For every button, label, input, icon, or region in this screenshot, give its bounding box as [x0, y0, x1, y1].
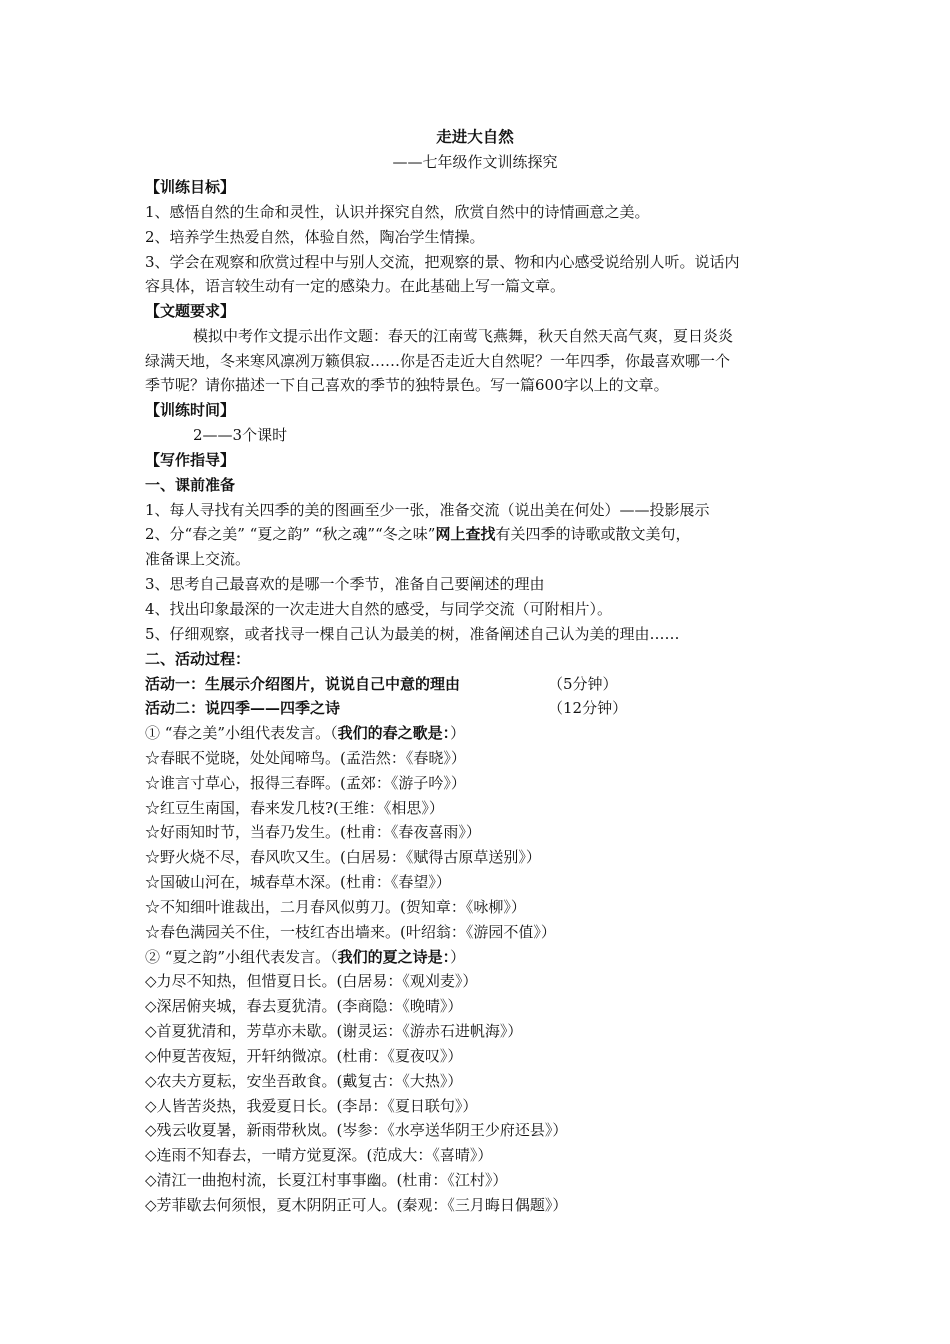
- heading-guide: 【写作指导】: [145, 451, 236, 469]
- summer-poem: ◇清江一曲抱村流，长夏江村事事幽。(杜甫：《江村》）: [145, 1171, 508, 1189]
- spring-poem: ☆国破山河在，城春草木深。(杜甫：《春望》）: [145, 873, 451, 891]
- document-subtitle: ——七年级作文训练探究: [392, 153, 558, 171]
- activity-two-duration: （12分钟）: [548, 699, 628, 717]
- spring-poem: ☆红豆生南国，春来发几枝?(王维：《相思》）: [145, 799, 444, 817]
- summer-poem: ◇农夫方夏耘，安坐吾敢食。(戴复古：《大热》）: [145, 1072, 463, 1090]
- summer-poem: ◇人皆苦炎热，我爱夏日长。(李昂：《夏日联句》）: [145, 1097, 478, 1115]
- summer-poem: ◇仲夏苦夜短，开轩纳微凉。(杜甫：《夏夜叹》）: [145, 1047, 463, 1065]
- training-time: 2——3个课时: [193, 426, 288, 444]
- prep-item: 1、每人寻找有关四季的美的图画至少一张，准备交流（说出美在何处）——投影展示: [145, 501, 710, 519]
- prep-item-continued: 准备课上交流。: [145, 550, 251, 568]
- activity-two: 活动二：说四季——四季之诗: [145, 699, 341, 717]
- summer-group-intro: [145, 945, 465, 969]
- requirement-line: 季节呢？请你描述一下自己喜欢的季节的独特景色。写一篇600字以上的文章。: [145, 376, 669, 394]
- goal-line: 1、感悟自然的生命和灵性，认识并探究自然，欣赏自然中的诗情画意之美。: [145, 203, 650, 221]
- activity-one-duration: （5分钟）: [548, 675, 618, 693]
- summer-poem: ◇力尽不知热，但惜夏日长。(白居易：《观刈麦》）: [145, 972, 478, 990]
- spring-poem: ☆野火烧不尽，春风吹又生。(白居易：《赋得古原草送别》）: [145, 848, 541, 866]
- summer-poem: ◇残云收夏暑，新雨带秋岚。(岑参：《水亭送华阴王少府还县》）: [145, 1121, 568, 1139]
- heading-requirements: 【文题要求】: [145, 302, 236, 320]
- requirement-line: 模拟中考作文提示出作文题：春天的江南莺飞燕舞，秋天自然天高气爽，夏日炎炎: [193, 327, 734, 345]
- prep-item-emphasis: 网上查找: [435, 525, 496, 543]
- heading-process: 二、活动过程：: [145, 650, 251, 668]
- spring-poem: ☆谁言寸草心，报得三春晖。(孟郊：《游子吟》）: [145, 774, 466, 792]
- prep-item: 5、仔细观察，或者找寻一棵自己认为最美的树，准备阐述自己认为美的理由……: [145, 625, 680, 643]
- heading-goals: 【训练目标】: [145, 178, 236, 196]
- heading-preparation: 一、课前准备: [145, 476, 236, 494]
- prep-item: [145, 522, 690, 546]
- spring-group-intro: [145, 721, 465, 745]
- activity-one: 活动一：生展示介绍图片，说说自己中意的理由: [145, 675, 461, 693]
- goal-line: 2、培养学生热爱自然，体验自然，陶冶学生情操。: [145, 228, 485, 246]
- intro-text: ）: [450, 948, 466, 966]
- intro-text: ）: [450, 724, 466, 742]
- goal-line: 3、学会在观察和欣赏过程中与别人交流，把观察的景、物和内心感受说给别人听。说话内: [145, 253, 740, 271]
- spring-poem: ☆不知细叶谁裁出，二月春风似剪刀。(贺知章：《咏柳》）: [145, 898, 526, 916]
- intro-emphasis: 我们的春之歌是：: [337, 724, 451, 742]
- prep-item-text: 有关四季的诗歌或散文美句，: [495, 525, 691, 543]
- spring-poem: ☆春眠不觉晓，处处闻啼鸟。(孟浩然：《春晓》）: [145, 749, 466, 767]
- spring-poem: ☆春色满园关不住，一枝红杏出墙来。(叶绍翁：《游园不值》）: [145, 923, 556, 941]
- summer-poem: ◇芳菲歇去何须恨，夏木阴阴正可人。(秦观：《三月晦日偶题》）: [145, 1196, 568, 1214]
- document-title: 走进大自然: [436, 127, 514, 146]
- prep-item-text: 2、分“春之美” “夏之韵” “秋之魂”“冬之味”: [145, 525, 436, 543]
- intro-text: ① “春之美”小组代表发言。（: [145, 724, 338, 742]
- spring-poem: ☆好雨知时节，当春乃发生。(杜甫：《春夜喜雨》）: [145, 823, 481, 841]
- goal-line: 容具体，语言较生动有一定的感染力。在此基础上写一篇文章。: [145, 277, 566, 295]
- summer-poem: ◇首夏犹清和，芳草亦未歇。(谢灵运：《游赤石进帆海》）: [145, 1022, 523, 1040]
- summer-poem: ◇深居俯夹城，春去夏犹清。(李商隐：《晚晴》）: [145, 997, 463, 1015]
- prep-item: 3、思考自己最喜欢的是哪一个季节，准备自己要阐述的理由: [145, 575, 545, 593]
- heading-time: 【训练时间】: [145, 401, 236, 419]
- prep-item: 4、找出印象最深的一次走进大自然的感受，与同学交流（可附相片）。: [145, 600, 613, 618]
- intro-emphasis: 我们的夏之诗是：: [337, 948, 451, 966]
- requirement-line: 绿满天地，冬来寒风凛冽万籁俱寂……你是否走近大自然呢？一年四季，你最喜欢哪一个: [145, 352, 731, 370]
- intro-text: ② “夏之韵”小组代表发言。（: [145, 948, 338, 966]
- summer-poem: ◇连雨不知春去，一晴方觉夏深。(范成大：《喜晴》）: [145, 1146, 493, 1164]
